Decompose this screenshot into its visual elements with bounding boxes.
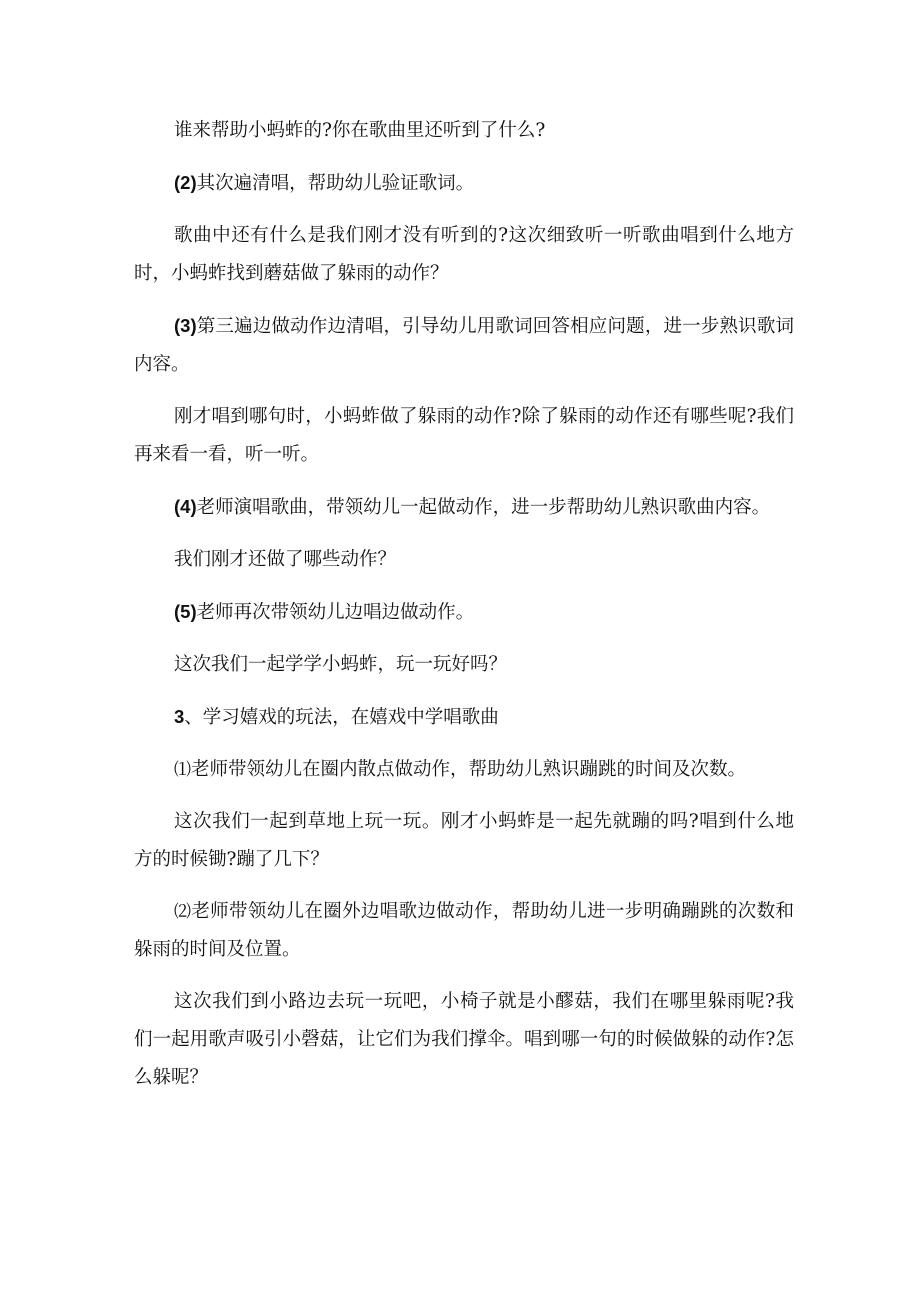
paragraph-12 [134,803,794,879]
paragraph-text: 其次遍清唱，帮助幼儿验证歌词。 [196,173,475,194]
paragraph-8 [134,593,794,632]
paragraph-5 [134,398,794,474]
paragraph-text: 刚才唱到哪句时，小蚂蚱做了躲雨的动作?除了躲雨的动作还有哪些呢?我们再来看一看，听一听。 [134,406,794,465]
paragraph-text: 歌曲中还有什么是我们刚才没有听到的?这次细致听一听歌曲唱到什么地方时，小蚂蚱找到蘑菇做了躲雨的动作？ [134,225,794,284]
paragraph-text: 我们刚才还做了哪些动作？ [174,549,397,570]
paragraph-6 [134,488,794,527]
paragraph-text: 谁来帮助小蚂蚱的?你在歌曲里还听到了什么? [174,120,546,141]
paragraph-7 [134,541,794,579]
step-number: (3) [174,315,197,336]
paragraph-14 [134,983,794,1097]
step-number: (4) [174,496,197,517]
paragraph-3 [134,217,794,293]
paragraph-11 [134,751,794,789]
step-number: ⑵ [174,902,192,922]
paragraph-1 [134,112,794,150]
paragraph-text: 这次我们一起学学小蚂蚱，玩一玩好吗？ [174,654,508,675]
paragraph-2 [134,164,794,203]
paragraph-text: 老师再次带领幼儿边唱边做动作。 [196,602,475,623]
document-body [134,112,794,1111]
section-heading-3 [134,698,794,737]
paragraph-text: 第三遍边做动作边清唱，引导幼儿用歌词回答相应问题，进一步熟识歌词内容。 [134,316,794,375]
step-number: ⑴ [174,760,191,780]
step-number: (5) [174,601,197,622]
paragraph-text: 这次我们到小路边去玩一玩吧，小椅子就是小醪菇，我们在哪里躲雨呢?我们一起用歌声吸引小磬菇，让它们为我们撑伞。唱到哪一句的时候做躲的动作?怎么躲呢？ [134,991,794,1088]
paragraph-4 [134,307,794,384]
section-number: 3 [174,706,185,727]
paragraph-13 [134,893,794,969]
paragraph-text: 老师演唱歌曲，带领幼儿一起做动作，进一步帮助幼儿熟识歌曲内容。 [196,497,771,518]
section-heading-text: 、学习嬉戏的玩法，在嬉戏中学唱歌曲 [184,707,499,728]
paragraph-text: 老师带领幼儿在圈外边唱歌边做动作，帮助幼儿进一步明确蹦跳的次数和躲雨的时间及位置。 [134,901,794,960]
paragraph-text: 这次我们一起到草地上玩一玩。刚才小蚂蚱是一起先就蹦的吗?唱到什么地方的时候锄?蹦了几下？ [134,811,794,870]
step-number: (2) [174,172,197,193]
paragraph-text: 老师带领幼儿在圈内散点做动作，帮助幼儿熟识蹦跳的时间及次数。 [191,759,747,780]
paragraph-9 [134,646,794,684]
